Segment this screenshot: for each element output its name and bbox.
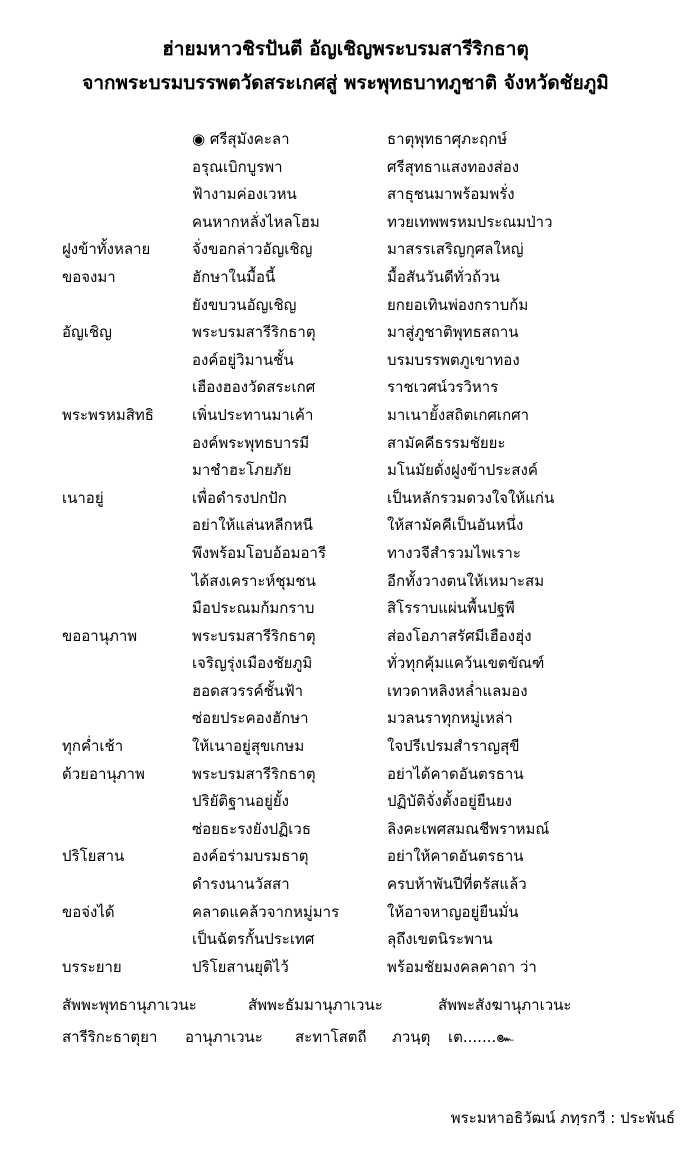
- poem-row: [0, 293, 691, 321]
- poem-first-hemistich: ฮอดสวรรค์ชั้นฟ้า: [192, 681, 304, 700]
- poem-second-hemistich: อย่าให้คาดอันตรธาน: [387, 847, 524, 866]
- poem-row: [0, 789, 691, 817]
- title-line-2: จากพระบรมบรรพตวัดสระเกศสู่ พระพุทธบาทภูชาติ จังหวัดชัยภูมิ: [82, 72, 609, 94]
- poem-lead-phrase: ขออานุภาพ: [62, 626, 138, 645]
- poem-row: [0, 679, 691, 707]
- poem-second-hemistich: สาธุชนมาพร้อมพรั่ง: [387, 185, 515, 204]
- poem-lead-phrase: ฝูงข้าทั้งหลาย: [62, 240, 151, 259]
- poem-second-hemistich: ปฏิบัติจั่งตั้งอยู่ยืนยง: [387, 792, 512, 811]
- poem-second-hemistich: ยกยอเทินพ่องกราบก้ม: [387, 295, 529, 314]
- poem-first-hemistich: เป็นฉัตรกั้นประเทศ: [192, 930, 315, 949]
- closing-phrase: เต.......๛: [448, 1028, 514, 1046]
- poem-second-hemistich: เทวดาหลิงหล่ำแลมอง: [387, 681, 528, 700]
- poem-second-hemistich: บรมบรรพตภูเขาทอง: [387, 350, 520, 369]
- poem-row: [0, 734, 691, 762]
- poem-row: [0, 844, 691, 872]
- poem-second-hemistich: ราชเวศน์วรวิหาร: [387, 378, 499, 397]
- poem-lead-phrase: เนาอยู่: [62, 488, 104, 507]
- poem-row: [0, 458, 691, 486]
- author-credit: พระมหาอธิวัฒน์ ภทฺรกวี : ประพันธ์: [450, 1109, 675, 1127]
- poem-first-hemistich: เฮืองฮองวัดสระเกศ: [192, 378, 316, 397]
- closing-phrase: ภวนฺตุ: [392, 1028, 431, 1046]
- poem-row: [0, 541, 691, 569]
- poem-first-hemistich: คลาดแคล้วจากหมู่มาร: [192, 902, 340, 921]
- poem-row: [0, 431, 691, 459]
- title-line-1: ฮ่ายมหาวชิรปันตี อัญเชิญพระบรมสารีริกธาตุ: [162, 38, 529, 60]
- poem-second-hemistich: เป็นหลักรวมดวงใจให้แก่น: [387, 488, 555, 507]
- poem-row: [0, 513, 691, 541]
- poem-lead-phrase: พระพรหมสิทธิ: [62, 405, 154, 424]
- poem-row: [0, 348, 691, 376]
- closing-phrase: สัพพะธัมมานุภาเวนะ: [248, 996, 383, 1014]
- poem-second-hemistich: ลิงคะเพศสมณชีพราหมณ์: [387, 819, 550, 838]
- poem-first-hemistich: อย่าให้แล่นหลีกหนี: [192, 516, 313, 535]
- poem-first-hemistich: ได้สงเคราะห์ชุมชน: [192, 571, 316, 590]
- poem-second-hemistich: ให้อาจหาญอยู่ยืนมั่น: [387, 902, 519, 921]
- poem-first-hemistich: อรุณเบิกบูรพา: [192, 157, 283, 176]
- poem-second-hemistich: ธาตุพุทธาศุภะฤกษ์: [387, 130, 508, 148]
- closing-phrase: อานุภาเวนะ: [185, 1028, 263, 1046]
- poem-second-hemistich: ทวยเทพพรหมประณมป่าว: [387, 212, 553, 231]
- poem-row: [0, 403, 691, 431]
- poem-row: [0, 872, 691, 900]
- poem-first-hemistich: ปริโยสานยุติไว้: [192, 957, 289, 976]
- poem-row: [0, 486, 691, 514]
- poem-lead-phrase: บรระยาย: [62, 957, 122, 976]
- poem-second-hemistich: มวลนราทุกหมู่เหล่า: [387, 709, 513, 728]
- poem-first-hemistich: ยังขบวนอัญเชิญ: [192, 295, 297, 314]
- poem-first-hemistich: ◉ ศรีสุมังคะลา: [192, 130, 290, 148]
- poem-row: [0, 569, 691, 597]
- poem-second-hemistich: ครบห้าพันปีที่ตรัสแล้ว: [387, 875, 527, 894]
- poem-row: [0, 320, 691, 348]
- poem-body: [0, 127, 691, 982]
- poem-second-hemistich: มาสู่ภูชาติพุทธสถาน: [387, 323, 519, 342]
- poem-lead-phrase: อัญเชิญ: [62, 323, 112, 342]
- poem-first-hemistich: ฮักษาในมื้อนี้: [192, 267, 276, 286]
- poem-row: [0, 955, 691, 983]
- poem-second-hemistich: ให้สามัคคีเป็นอันหนึ่ง: [387, 516, 524, 535]
- poem-second-hemistich: อีกทั้งวางตนให้เหมาะสม: [387, 571, 545, 590]
- poem-first-hemistich: พระบรมสารีริกธาตุ: [192, 626, 316, 645]
- poem-first-hemistich: มาชำฮะโภยภัย: [192, 461, 292, 480]
- poem-first-hemistich: คนหากหลั่งไหลโฮม: [192, 212, 320, 231]
- poem-row: [0, 375, 691, 403]
- poem-row: [0, 596, 691, 624]
- poem-row: [0, 900, 691, 928]
- poem-first-hemistich: เพิ่นประทานมาเค้า: [192, 405, 314, 424]
- poem-first-hemistich: องค์พระพุทธบารมี: [192, 433, 310, 452]
- poem-row: [0, 265, 691, 293]
- poem-second-hemistich: มาเนายั้งสถิตเกศเกศา: [387, 405, 530, 424]
- poem-lead-phrase: ทุกค่ำเช้า: [62, 737, 124, 756]
- poem-first-hemistich: ซ่อยธะรงยังปฏิเวธ: [192, 819, 311, 838]
- closing-phrase: สะทาโสตถี: [295, 1028, 367, 1046]
- poem-lead-phrase: ขอจงมา: [62, 267, 116, 286]
- poem-second-hemistich: สิโรราบแผ่นพื้นปฐพี: [387, 599, 515, 618]
- closing-blessing: [0, 992, 691, 1056]
- poem-second-hemistich: มาสรรเสริญกุศลใหญ่: [387, 240, 524, 259]
- poem-second-hemistich: ทางวจีสำรวมไพเราะ: [387, 543, 521, 562]
- poem-second-hemistich: ส่องโอภาสรัศมีเฮืองฮุ่ง: [387, 626, 532, 645]
- poem-second-hemistich: พร้อมชัยมงคลคาถา ว่า: [387, 957, 537, 976]
- poem-first-hemistich: มือประณมก้มกราบ: [192, 599, 315, 618]
- poem-row: [0, 155, 691, 183]
- poem-second-hemistich: มโนมัยดั่งฝูงข้าประสงค์: [387, 461, 538, 480]
- poem-lead-phrase: ขอจ่งได้: [62, 902, 115, 921]
- closing-line-2: [0, 1024, 691, 1056]
- poem-first-hemistich: องค์อร่ามบรมธาตุ: [192, 847, 309, 866]
- poem-second-hemistich: ลุถึงเขตนิระพาน: [387, 930, 493, 949]
- poem-row: [0, 210, 691, 238]
- poem-first-hemistich: เพื่อดำรงปกปัก: [192, 488, 287, 507]
- poem-first-hemistich: พระบรมสารีริกธาตุ: [192, 323, 316, 342]
- poem-first-hemistich: ดำรงนานวัสสา: [192, 875, 290, 894]
- closing-phrase: สัพพะสังฆานุภาเวนะ: [438, 996, 572, 1014]
- poem-row: [0, 927, 691, 955]
- closing-phrase: สารีริกะธาตุยา: [62, 1028, 158, 1046]
- closing-phrase: สัพพะพุทธานุภาเวนะ: [62, 996, 197, 1014]
- closing-line-1: [0, 992, 691, 1024]
- poem-first-hemistich: ซ่อยประคองฮักษา: [192, 709, 309, 728]
- poem-first-hemistich: ปริยัติฐานอยู่ยั้ง: [192, 792, 289, 811]
- poem-second-hemistich: สามัคคีธรรมชัยยะ: [387, 433, 506, 452]
- poem-row: [0, 182, 691, 210]
- poem-first-hemistich: พระบรมสารีริกธาตุ: [192, 764, 316, 783]
- poem-first-hemistich: พึงพร้อมโอบอ้อมอารี: [192, 543, 327, 562]
- poem-second-hemistich: มื้อสันวันดีทั่วถ้วน: [387, 267, 500, 286]
- poem-first-hemistich: เจริญรุ่งเมืองชัยภูมิ: [192, 654, 313, 673]
- poem-row: [0, 651, 691, 679]
- poem-row: [0, 624, 691, 652]
- poem-first-hemistich: จั่งขอกล่าวอัญเชิญ: [192, 240, 313, 259]
- poem-row: [0, 127, 691, 155]
- poem-first-hemistich: ให้เนาอยู่สุขเกษม: [192, 737, 305, 756]
- poem-second-hemistich: ทั่วทุกคุ้มแคว้นเขตขัณฑ์: [387, 654, 545, 673]
- poem-row: [0, 817, 691, 845]
- poem-second-hemistich: ศรีสุทธาแสงทองส่อง: [387, 157, 520, 176]
- poem-second-hemistich: อย่าได้คาดอันตรธาน: [387, 764, 524, 783]
- poem-row: [0, 237, 691, 265]
- poem-row: [0, 706, 691, 734]
- poem-first-hemistich: องค์อยู่วิมานชั้น: [192, 350, 294, 369]
- poem-first-hemistich: ฟ้างามค่องเวหน: [192, 185, 297, 204]
- poem-second-hemistich: ใจปรีเปรมสำราญสุขี: [387, 737, 520, 756]
- poem-lead-phrase: ปริโยสาน: [62, 847, 125, 866]
- poem-row: [0, 762, 691, 790]
- poem-lead-phrase: ด้วยอานุภาพ: [62, 764, 145, 783]
